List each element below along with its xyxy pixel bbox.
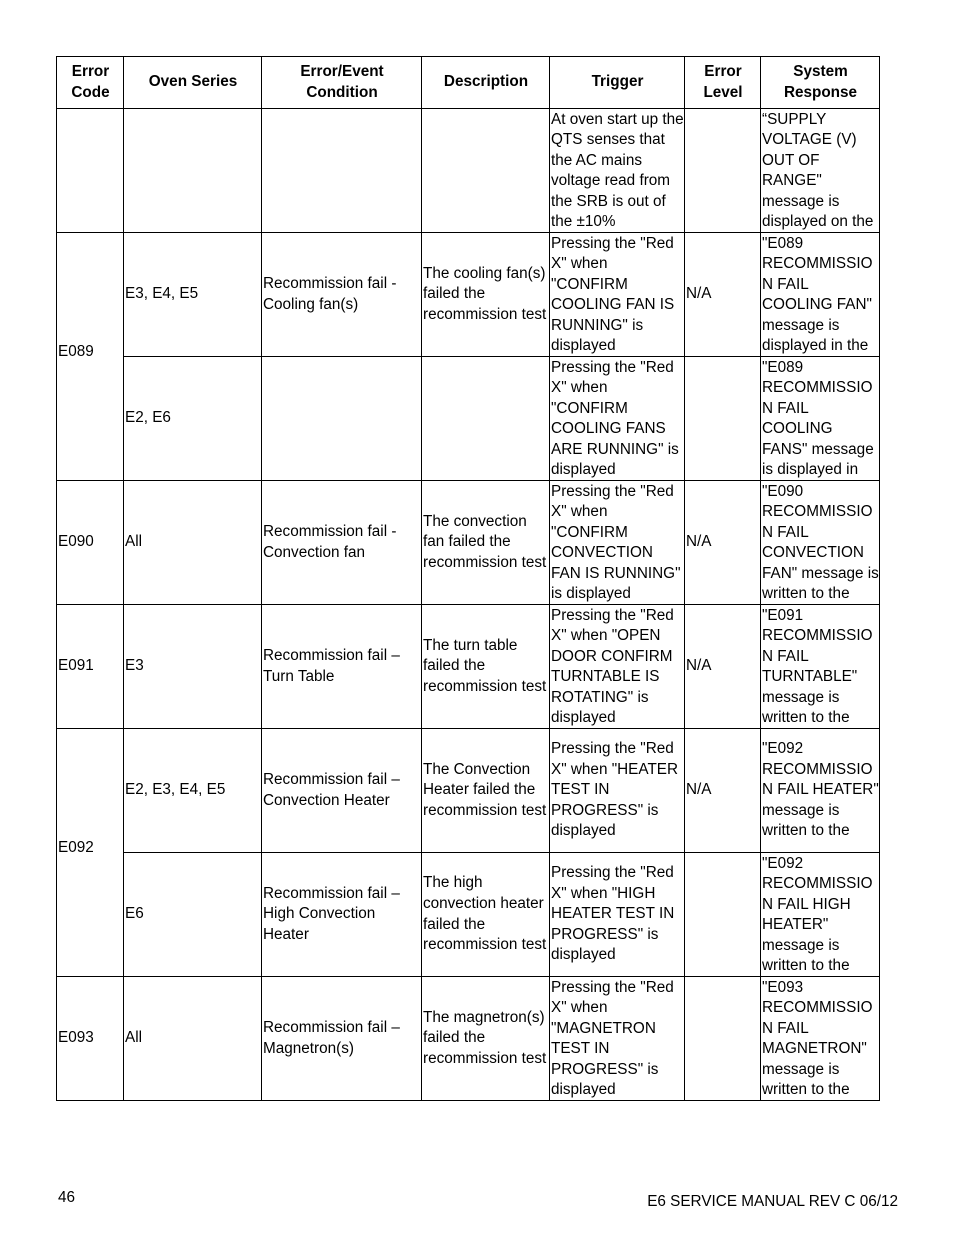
trigger-cell: At oven start up the QTS senses that the AC mains voltage read from the SRB is out of the ±10% bbox=[550, 109, 685, 233]
table-row bbox=[57, 233, 880, 357]
trigger-cell: Pressing the "Red X" when "MAGNETRON TEST IN PROGRESS" is displayed bbox=[550, 977, 685, 1101]
error-code-cell: E089 bbox=[57, 233, 124, 481]
oven-series-cell: All bbox=[124, 481, 262, 605]
error-code-cell: E093 bbox=[57, 977, 124, 1101]
condition-cell: Recommission fail – Turn Table bbox=[262, 605, 422, 729]
system-response-cell: "E089 RECOMMISSIO N FAIL COOLING FAN" message is displayed in the bbox=[761, 233, 880, 357]
error-level-cell: N/A bbox=[685, 605, 761, 729]
trigger-cell: Pressing the "Red X" when "CONFIRM COOLING FANS ARE RUNNING" is displayed bbox=[550, 357, 685, 481]
description-cell bbox=[422, 109, 550, 233]
header-system-response: System Response bbox=[761, 57, 880, 109]
table-row bbox=[57, 357, 880, 481]
table-row bbox=[57, 605, 880, 729]
trigger-cell: Pressing the "Red X" when "OPEN DOOR CONFIRM TURNTABLE IS ROTATING" is displayed bbox=[550, 605, 685, 729]
error-level-cell bbox=[685, 853, 761, 977]
oven-series-cell: E2, E3, E4, E5 bbox=[124, 729, 262, 853]
condition-cell bbox=[262, 109, 422, 233]
header-oven-series: Oven Series bbox=[124, 57, 262, 109]
header-condition: Error/Event Condition bbox=[262, 57, 422, 109]
description-cell: The Convection Heater failed the recommission test bbox=[422, 729, 550, 853]
error-level-cell: N/A bbox=[685, 481, 761, 605]
manual-revision: E6 SERVICE MANUAL REV C 06/12 bbox=[647, 1193, 898, 1210]
condition-cell: Recommission fail – Convection Heater bbox=[262, 729, 422, 853]
oven-series-cell: E6 bbox=[124, 853, 262, 977]
description-cell bbox=[422, 357, 550, 481]
error-level-cell: N/A bbox=[685, 729, 761, 853]
system-response-cell: "E093 RECOMMISSIO N FAIL MAGNETRON" message is written to the bbox=[761, 977, 880, 1101]
condition-cell: Recommission fail - Cooling fan(s) bbox=[262, 233, 422, 357]
error-level-cell bbox=[685, 977, 761, 1101]
oven-series-cell: E3 bbox=[124, 605, 262, 729]
description-cell: The cooling fan(s) failed the recommission test bbox=[422, 233, 550, 357]
oven-series-cell: E2, E6 bbox=[124, 357, 262, 481]
system-response-cell: "E092 RECOMMISSIO N FAIL HEATER" message is written to the bbox=[761, 729, 880, 853]
table-row bbox=[57, 109, 880, 233]
header-trigger: Trigger bbox=[550, 57, 685, 109]
system-response-cell: “SUPPLY VOLTAGE (V) OUT OF RANGE" message is displayed on the bbox=[761, 109, 880, 233]
oven-series-cell: All bbox=[124, 977, 262, 1101]
error-code-cell: E091 bbox=[57, 605, 124, 729]
page-number: 46 bbox=[58, 1189, 76, 1206]
error-level-cell bbox=[685, 109, 761, 233]
description-cell: The magnetron(s) failed the recommission test bbox=[422, 977, 550, 1101]
table-row bbox=[57, 977, 880, 1101]
error-level-cell bbox=[685, 357, 761, 481]
description-cell: The high convection heater failed the recommission test bbox=[422, 853, 550, 977]
trigger-cell: Pressing the "Red X" when "HEATER TEST IN PROGRESS" is displayed bbox=[550, 729, 685, 853]
header-description: Description bbox=[422, 57, 550, 109]
system-response-cell: "E092 RECOMMISSIO N FAIL HIGH HEATER" message is written to the bbox=[761, 853, 880, 977]
error-code-cell: E092 bbox=[57, 729, 124, 977]
condition-cell: Recommission fail – Magnetron(s) bbox=[262, 977, 422, 1101]
table-row bbox=[57, 853, 880, 977]
error-code-cell: E090 bbox=[57, 481, 124, 605]
trigger-cell: Pressing the "Red X" when "HIGH HEATER TEST IN PROGRESS" is displayed bbox=[550, 853, 685, 977]
description-cell: The turn table failed the recommission test bbox=[422, 605, 550, 729]
error-code-table bbox=[56, 56, 880, 1101]
system-response-cell: "E091 RECOMMISSIO N FAIL TURNTABLE" message is written to the bbox=[761, 605, 880, 729]
oven-series-cell: E3, E4, E5 bbox=[124, 233, 262, 357]
header-error-level: Error Level bbox=[685, 57, 761, 109]
error-level-cell: N/A bbox=[685, 233, 761, 357]
table-header-row bbox=[57, 57, 880, 109]
oven-series-cell bbox=[124, 109, 262, 233]
table-row bbox=[57, 729, 880, 853]
trigger-cell: Pressing the "Red X" when "CONFIRM CONVECTION FAN IS RUNNING" is displayed bbox=[550, 481, 685, 605]
description-cell: The convection fan failed the recommission test bbox=[422, 481, 550, 605]
system-response-cell: "E089 RECOMMISSIO N FAIL COOLING FANS" message is displayed in bbox=[761, 357, 880, 481]
header-error-code: Error Code bbox=[57, 57, 124, 109]
condition-cell: Recommission fail – High Convection Heater bbox=[262, 853, 422, 977]
system-response-cell: "E090 RECOMMISSIO N FAIL CONVECTION FAN" message is written to the bbox=[761, 481, 880, 605]
condition-cell bbox=[262, 357, 422, 481]
condition-cell: Recommission fail - Convection fan bbox=[262, 481, 422, 605]
error-code-cell bbox=[57, 109, 124, 233]
table-row bbox=[57, 481, 880, 605]
trigger-cell: Pressing the "Red X" when "CONFIRM COOLING FAN IS RUNNING" is displayed bbox=[550, 233, 685, 357]
